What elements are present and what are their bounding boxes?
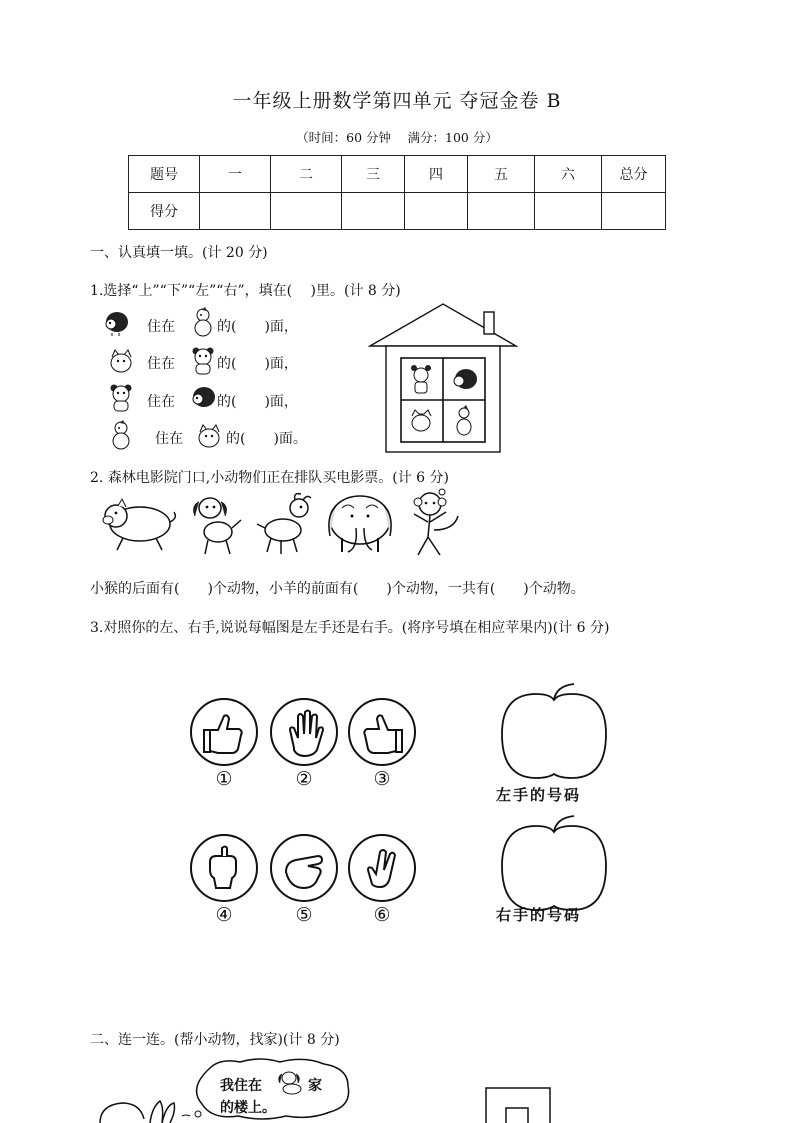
apple-left-hand[interactable] bbox=[500, 680, 608, 780]
cat-icon bbox=[196, 420, 222, 450]
q1-line3-tail: 的( )面， bbox=[217, 394, 298, 410]
hand-number-6: ⑥ bbox=[373, 904, 391, 926]
rabbit-icon bbox=[96, 1096, 196, 1123]
score-input-cell[interactable] bbox=[602, 193, 666, 230]
left-hand-label: 左手的号码 bbox=[496, 786, 582, 804]
hand-circle-4 bbox=[190, 834, 258, 902]
question-2-answer-line: 小猴的后面有( )个动物，小羊的前面有( )个动物，一共有( )个动物。 bbox=[90, 581, 585, 597]
question-3-prompt: 3.对照你的左、右手,说说每幅图是左手还是右手。(将序号填在相应苹果内)(计 6 分) bbox=[90, 620, 610, 636]
hand-number-1: ① bbox=[215, 768, 233, 790]
score-input-cell[interactable] bbox=[405, 193, 468, 230]
section-heading: 一、认真填一填。(计 20 分) bbox=[90, 245, 268, 261]
table-cell: 总分 bbox=[602, 156, 666, 193]
elephant-icon bbox=[322, 488, 396, 556]
hand-circle-6 bbox=[348, 834, 416, 902]
score-input-cell[interactable] bbox=[271, 193, 342, 230]
goat-icon bbox=[255, 492, 315, 556]
score-input-cell[interactable] bbox=[342, 193, 405, 230]
exam-info: （时间：60 分钟 满分：100 分） bbox=[296, 130, 498, 145]
bubble-text-1a: 我住在 bbox=[220, 1078, 262, 1094]
apple-right-hand[interactable] bbox=[500, 812, 608, 912]
page-title: 一年级上册数学第四单元 夺冠金卷 B bbox=[232, 90, 562, 112]
table-cell: 一 bbox=[200, 156, 271, 193]
table-cell: 四 bbox=[405, 156, 468, 193]
table-row bbox=[129, 156, 666, 193]
pointing-hand-icon bbox=[272, 836, 336, 900]
open-palm-icon bbox=[272, 700, 336, 764]
hand-circle-1 bbox=[190, 698, 258, 766]
hand-circle-2 bbox=[270, 698, 338, 766]
table-cell: 三 bbox=[342, 156, 405, 193]
bear-icon bbox=[190, 345, 216, 375]
building-illustration bbox=[484, 1086, 554, 1123]
thumbs-up-icon bbox=[350, 700, 414, 764]
q1-line4-tail: 的( )面。 bbox=[226, 431, 307, 447]
question-1-prompt: 1.选择“上”“下”“左”“右”，填在( )里。(计 8 分) bbox=[90, 283, 401, 299]
q1-line3-mid: 住在 bbox=[147, 394, 175, 410]
q1-line2-tail: 的( )面， bbox=[217, 356, 298, 372]
q1-line2-mid: 住在 bbox=[147, 356, 175, 372]
table-cell: 六 bbox=[535, 156, 602, 193]
q1-line1-tail: 的( )面， bbox=[217, 319, 298, 335]
score-table bbox=[128, 155, 666, 230]
table-row bbox=[129, 193, 666, 230]
hand-circle-3 bbox=[348, 698, 416, 766]
table-cell: 二 bbox=[271, 156, 342, 193]
bubble-text-2: 的楼上。 bbox=[220, 1100, 276, 1116]
hand-number-3: ③ bbox=[373, 768, 391, 790]
hand-circle-5 bbox=[270, 834, 338, 902]
dog-icon bbox=[186, 492, 244, 556]
score-input-cell[interactable] bbox=[535, 193, 602, 230]
table-cell: 五 bbox=[468, 156, 535, 193]
hand-number-2: ② bbox=[295, 768, 313, 790]
monkey-icon bbox=[404, 486, 462, 562]
hedgehog-icon bbox=[103, 307, 129, 337]
cat-icon bbox=[108, 345, 134, 375]
thumbs-up-icon bbox=[192, 700, 256, 764]
house-illustration bbox=[368, 302, 518, 454]
section-heading: 二、连一连。(帮小动物，找家)(计 8 分) bbox=[90, 1032, 340, 1048]
hand-number-4: ④ bbox=[215, 904, 233, 926]
right-hand-label: 右手的号码 bbox=[496, 906, 582, 924]
table-cell: 题号 bbox=[129, 156, 200, 193]
bird-icon bbox=[190, 307, 216, 337]
bubble-text-1b: 家 bbox=[308, 1078, 322, 1094]
question-2-prompt: 2. 森林电影院门口,小动物们正在排队买电影票。(计 6 分) bbox=[90, 470, 449, 486]
pig-icon bbox=[98, 494, 178, 554]
score-input-cell[interactable] bbox=[468, 193, 535, 230]
dog-icon bbox=[275, 1068, 305, 1096]
hand-number-5: ⑤ bbox=[295, 904, 313, 926]
table-cell: 得分 bbox=[129, 193, 200, 230]
q1-line1-mid: 住在 bbox=[147, 319, 175, 335]
bird-icon bbox=[108, 420, 134, 450]
q1-line4-mid: 住在 bbox=[155, 431, 183, 447]
two-fingers-icon bbox=[350, 836, 414, 900]
bear-icon bbox=[108, 382, 134, 412]
fist-icon bbox=[192, 836, 256, 900]
hedgehog-icon bbox=[190, 382, 216, 412]
score-input-cell[interactable] bbox=[200, 193, 271, 230]
